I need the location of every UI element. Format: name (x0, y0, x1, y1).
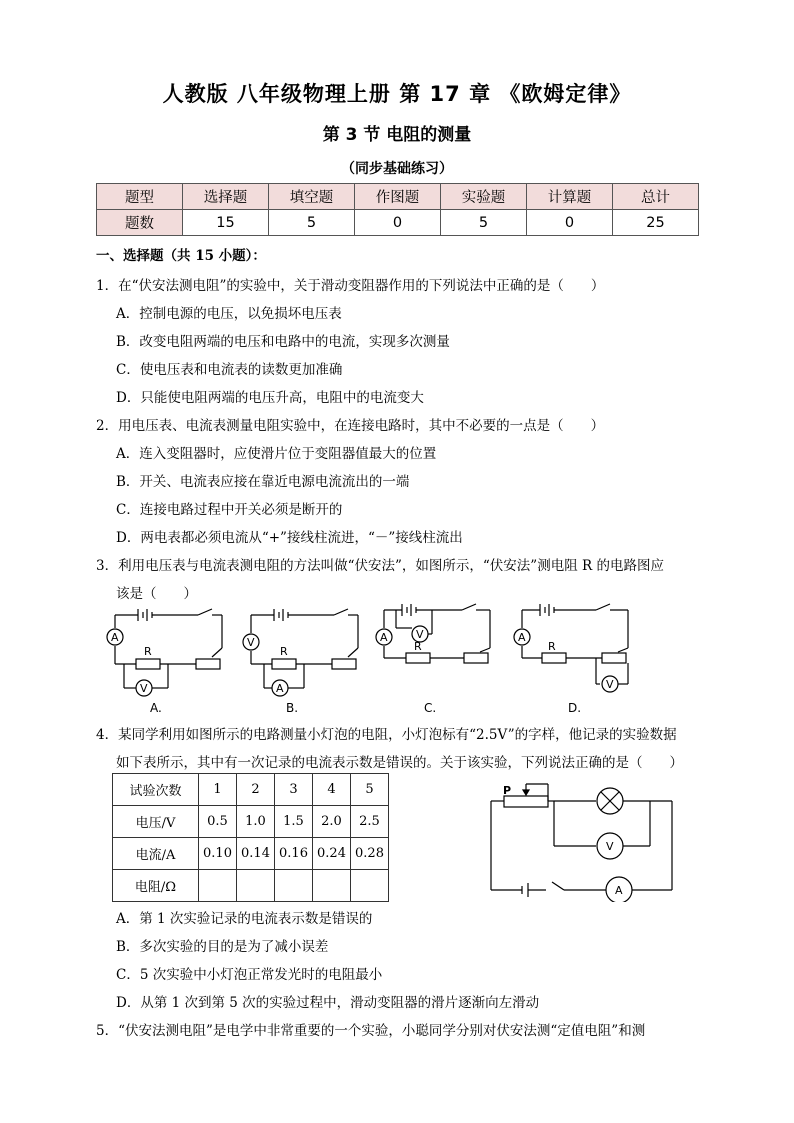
table-row (113, 774, 389, 806)
question-2-option-a: A．连入变阻器时，应使滑片位于变阻器值最大的位置 (116, 446, 437, 462)
figure-label-d: D. (568, 701, 582, 715)
question-2-option-d: D．两电表都必须电流从“+”接线柱流进，“－”接线柱流出 (116, 530, 463, 546)
summary-cell: 0 (527, 210, 613, 236)
question-2-option-c: C．连接电路过程中开关必须是断开的 (116, 502, 343, 518)
experiment-data-table (112, 773, 389, 902)
circuit-c-voltmeter-label: V (416, 628, 424, 641)
question-3-circuit-figures (100, 600, 720, 718)
question-2-option-b: B．开关、电流表应接在靠近电源电流流出的一端 (116, 474, 410, 490)
question-4-stem-line1: 4．某同学利用如图所示的电路测量小灯泡的电阻，小灯泡标有“2.5V”的字样，他记录的实验数据 (96, 727, 677, 743)
table-row (113, 870, 389, 902)
practice-note: （同步基础练习） (341, 161, 453, 177)
circuit-a-resistor-label: R (144, 645, 152, 658)
summary-cell: 25 (613, 210, 699, 236)
table-cell: 0.16 (275, 838, 313, 870)
circuit-b-ammeter-label: A (276, 682, 284, 695)
circuit-a-ammeter-label: A (111, 631, 119, 644)
question-1-option-c: C．使电压表和电流表的读数更加准确 (116, 362, 343, 378)
summary-header-cell: 总计 (613, 184, 699, 210)
summary-cell: 0 (355, 210, 441, 236)
summary-cell: 题数 (97, 210, 183, 236)
table-cell: 1 (199, 774, 237, 806)
table-cell: 0.5 (199, 806, 237, 838)
circuit-a-voltmeter-label: V (140, 682, 148, 695)
question-4-option-b: B．多次实验的目的是为了减小误差 (116, 939, 329, 955)
summary-cell: 5 (441, 210, 527, 236)
summary-header-cell: 选择题 (183, 184, 269, 210)
table-cell: 1.5 (275, 806, 313, 838)
question-1-option-a: A．控制电源的电压，以免损坏电压表 (116, 306, 342, 322)
summary-header-cell: 实验题 (441, 184, 527, 210)
question-1-option-b: B．改变电阻两端的电压和电路中的电流，实现多次测量 (116, 334, 450, 350)
table-cell: 0.10 (199, 838, 237, 870)
circuit-b-resistor-label: R (280, 645, 288, 658)
table-cell (237, 870, 275, 902)
table-cell: 试验次数 (113, 774, 199, 806)
table-cell: 电阻/Ω (113, 870, 199, 902)
figure-label-b: B. (286, 701, 299, 715)
table-cell: 1.0 (237, 806, 275, 838)
summary-header-cell: 作图题 (355, 184, 441, 210)
question-summary-table (96, 183, 699, 236)
figure-label-a: A. (150, 701, 162, 715)
table-row (113, 838, 389, 870)
table-cell: 5 (351, 774, 389, 806)
table-cell (313, 870, 351, 902)
ammeter-label: A (615, 884, 623, 897)
summary-header-cell: 题型 (97, 184, 183, 210)
circuit-c-diagram (376, 604, 490, 663)
circuit-d-voltmeter-label: V (606, 678, 614, 691)
question-2-stem: 2．用电压表、电流表测量电阻实验中，在连接电路时，其中不必要的一点是（ ） (96, 418, 605, 434)
table-cell (351, 870, 389, 902)
question-1-option-d: D．只能使电阻两端的电压升高，电阻中的电流变大 (116, 390, 424, 406)
question-4-option-a: A．第 1 次实验记录的电流表示数是错误的 (116, 911, 373, 927)
table-cell: 0.28 (351, 838, 389, 870)
question-4-option-c: C．5 次实验中小灯泡正常发光时的电阻最小 (116, 967, 383, 983)
summary-header-row (97, 184, 699, 210)
section-heading: 一、选择题（共 15 小题）： (96, 248, 266, 264)
circuit-c-ammeter-label: A (380, 631, 388, 644)
circuit-d-resistor-label: R (548, 640, 556, 653)
summary-header-cell: 计算题 (527, 184, 613, 210)
table-cell (275, 870, 313, 902)
page-title: 人教版 八年级物理上册 第 17 章 《欧姆定律》 (162, 82, 632, 106)
summary-cell: 5 (269, 210, 355, 236)
circuit-b-voltmeter-label: V (247, 636, 255, 649)
question-4-stem-line2: 如下表所示，其中有一次记录的电流表示数是错误的。关于该实验，下列说法正确的是（ ） (116, 755, 683, 771)
table-cell: 3 (275, 774, 313, 806)
circuit-c-resistor-label: R (414, 640, 422, 653)
table-cell: 0.24 (313, 838, 351, 870)
circuit-a-diagram (107, 609, 222, 696)
table-row (113, 806, 389, 838)
table-cell: 4 (313, 774, 351, 806)
summary-count-row (97, 210, 699, 236)
table-cell: 电流/A (113, 838, 199, 870)
question-5-stem-line1: 5．“伏安法测电阻”是电学中非常重要的一个实验，小聪同学分别对伏安法测“定值电阻”和测 (96, 1023, 646, 1039)
table-cell (199, 870, 237, 902)
table-cell: 2.0 (313, 806, 351, 838)
table-cell: 电压/V (113, 806, 199, 838)
circuit-d-ammeter-label: A (518, 631, 526, 644)
slider-label: P (503, 784, 512, 797)
question-4-option-d: D．从第 1 次到第 5 次的实验过程中，滑动变阻器的滑片逐渐向左滑动 (116, 995, 540, 1011)
question-3-stem-line2: 该是（ ） (116, 586, 197, 602)
figure-label-c: C. (424, 701, 437, 715)
section-subtitle: 第 3 节 电阻的测量 (322, 125, 472, 145)
circuit-b-diagram (243, 609, 358, 696)
summary-header-cell: 填空题 (269, 184, 355, 210)
question-1-stem: 1．在“伏安法测电阻”的实验中，关于滑动变阻器作用的下列说法中正确的是（ ） (96, 278, 605, 294)
table-cell: 0.14 (237, 838, 275, 870)
question-3-stem-line1: 3．利用电压表与电流表测电阻的方法叫做“伏安法”，如图所示，“伏安法”测电阻 R 的电路图应 (96, 558, 664, 574)
table-cell: 2 (237, 774, 275, 806)
voltmeter-label: V (606, 840, 614, 853)
summary-cell: 15 (183, 210, 269, 236)
question-4-circuit-figure (486, 774, 686, 902)
table-cell: 2.5 (351, 806, 389, 838)
